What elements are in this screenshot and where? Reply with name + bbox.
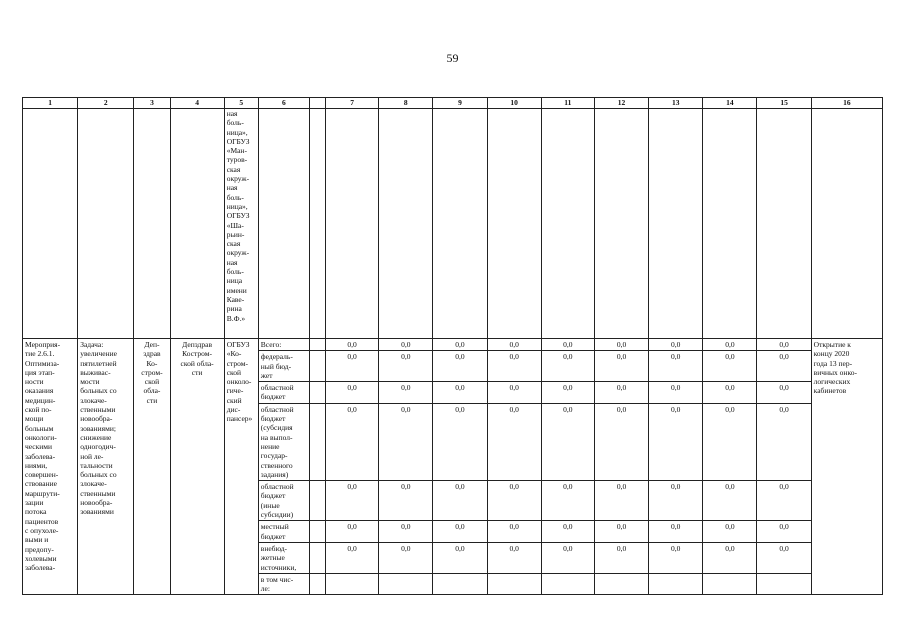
measure-task: Задача: увеличение пятилетней выживас- мости больных со злокаче- ственными новообра- зованиями; снижение одногодич- ной ле- тальности больных со злокаче- ственными новообра- зованиями <box>78 339 134 595</box>
col-header: 1 <box>23 98 78 109</box>
value-cell: 0,0 <box>594 542 648 573</box>
value-cell: 0,0 <box>326 521 379 543</box>
value-cell: 0,0 <box>594 351 648 382</box>
cell <box>309 351 325 382</box>
value-cell: 0,0 <box>433 382 487 404</box>
funding-source-label: областной бюджет (иные субсидии) <box>258 481 309 521</box>
value-cell: 0,0 <box>326 339 379 351</box>
cell <box>649 573 703 595</box>
budget-table <box>22 97 883 595</box>
cell <box>309 382 325 404</box>
funding-source-label: Всего: <box>258 339 309 351</box>
col-header: 13 <box>649 98 703 109</box>
col-header: 10 <box>487 98 541 109</box>
header-row <box>23 98 883 109</box>
cell <box>703 573 757 595</box>
expected-result: Открытие к концу 2020 года 13 пер- вичных онко- логических кабинетов <box>811 339 882 595</box>
value-cell: 0,0 <box>703 542 757 573</box>
value-cell: 0,0 <box>757 481 811 521</box>
value-cell: 0,0 <box>649 403 703 480</box>
funding-source-label: федераль- ный бюд- жет <box>258 351 309 382</box>
value-cell: 0,0 <box>649 339 703 351</box>
col-header: 14 <box>703 98 757 109</box>
col-header: 8 <box>379 98 433 109</box>
measure-executor: ОГБУЗ «Ко- стром- ской онколо- гиче- ский дис- пансер» <box>224 339 258 595</box>
value-cell: 0,0 <box>757 542 811 573</box>
value-cell: 0,0 <box>703 351 757 382</box>
funding-source-label: местный бюджет <box>258 521 309 543</box>
value-cell: 0,0 <box>487 403 541 480</box>
value-cell: 0,0 <box>649 382 703 404</box>
value-cell: 0,0 <box>326 403 379 480</box>
value-cell: 0,0 <box>757 339 811 351</box>
cell <box>309 521 325 543</box>
value-cell: 0,0 <box>487 382 541 404</box>
funding-source-label: внебюд- жетные источники, <box>258 542 309 573</box>
cell <box>487 573 541 595</box>
value-cell: 0,0 <box>649 521 703 543</box>
continuation-executors: ная боль- ница», ОГБУЗ «Ман- туров- ская окруж- ная боль- ница», ОГБУЗ «Ша- рьин- ская окруж- ная боль- ница имени Каве- рина В.Ф.» <box>224 109 258 339</box>
cell <box>134 109 170 339</box>
value-cell: 0,0 <box>541 351 594 382</box>
col-header: 9 <box>433 98 487 109</box>
cell <box>309 481 325 521</box>
value-cell: 0,0 <box>487 542 541 573</box>
value-cell: 0,0 <box>326 351 379 382</box>
value-cell: 0,0 <box>433 351 487 382</box>
cell <box>78 109 134 339</box>
value-cell: 0,0 <box>594 403 648 480</box>
value-cell: 0,0 <box>649 351 703 382</box>
value-cell: 0,0 <box>594 521 648 543</box>
cell <box>757 109 811 339</box>
cell <box>757 573 811 595</box>
value-cell: 0,0 <box>487 351 541 382</box>
value-cell: 0,0 <box>379 521 433 543</box>
value-cell: 0,0 <box>379 481 433 521</box>
cell <box>379 573 433 595</box>
value-cell: 0,0 <box>757 521 811 543</box>
col-header: 3 <box>134 98 170 109</box>
value-cell: 0,0 <box>541 382 594 404</box>
cell <box>541 109 594 339</box>
value-cell: 0,0 <box>757 403 811 480</box>
value-cell: 0,0 <box>757 382 811 404</box>
col-header: 4 <box>170 98 224 109</box>
value-cell: 0,0 <box>757 351 811 382</box>
value-cell: 0,0 <box>594 382 648 404</box>
cell <box>487 109 541 339</box>
funding-source-label: областной бюджет <box>258 382 309 404</box>
value-cell: 0,0 <box>379 339 433 351</box>
value-cell: 0,0 <box>703 521 757 543</box>
value-cell: 0,0 <box>433 403 487 480</box>
value-cell: 0,0 <box>594 339 648 351</box>
cell <box>649 109 703 339</box>
value-cell: 0,0 <box>433 339 487 351</box>
value-cell: 0,0 <box>487 339 541 351</box>
col-header: 7 <box>326 98 379 109</box>
cell <box>309 573 325 595</box>
value-cell: 0,0 <box>703 339 757 351</box>
value-cell: 0,0 <box>326 542 379 573</box>
cell <box>23 109 78 339</box>
value-cell: 0,0 <box>433 542 487 573</box>
value-cell: 0,0 <box>379 382 433 404</box>
cell <box>703 109 757 339</box>
value-cell: 0,0 <box>703 382 757 404</box>
cell <box>594 109 648 339</box>
value-cell: 0,0 <box>594 481 648 521</box>
cell <box>258 109 309 339</box>
cell <box>433 573 487 595</box>
col-header: 15 <box>757 98 811 109</box>
cell <box>326 573 379 595</box>
col-header: 16 <box>811 98 882 109</box>
cell <box>594 573 648 595</box>
cell <box>309 542 325 573</box>
cell <box>170 109 224 339</box>
value-cell: 0,0 <box>433 521 487 543</box>
col-header: 12 <box>594 98 648 109</box>
funding-source-label: областной бюджет (субсидия на выпол- нение государ- ственного задания) <box>258 403 309 480</box>
cell <box>379 109 433 339</box>
col-header: 2 <box>78 98 134 109</box>
measure-responsible: Деп- здрав Ко- стром- ской обла- сти <box>134 339 170 595</box>
cell <box>433 109 487 339</box>
value-cell: 0,0 <box>326 382 379 404</box>
cell <box>326 109 379 339</box>
col-header: 6 <box>258 98 309 109</box>
page-number: 59 <box>446 51 459 65</box>
value-cell: 0,0 <box>379 351 433 382</box>
col-header <box>309 98 325 109</box>
value-cell: 0,0 <box>649 481 703 521</box>
col-header: 5 <box>224 98 258 109</box>
continuation-row <box>23 109 883 339</box>
value-cell: 0,0 <box>703 481 757 521</box>
value-cell: 0,0 <box>433 481 487 521</box>
funding-source-label: в том чис- ле: <box>258 573 309 595</box>
cell <box>541 573 594 595</box>
value-cell: 0,0 <box>379 403 433 480</box>
value-cell: 0,0 <box>649 542 703 573</box>
value-cell: 0,0 <box>487 521 541 543</box>
cell <box>309 109 325 339</box>
value-cell: 0,0 <box>379 542 433 573</box>
cell <box>309 339 325 351</box>
value-cell: 0,0 <box>541 403 594 480</box>
measure-title: Мероприя- тие 2.6.1. Оптимиза- ция этап- ности оказания медицин- ской по- мощи больным онкологи- ческими заболева- ниями, совершен- ствование маршрути- зации потока пациентов с опухоле- выми и предопу- холевыми заболева- <box>23 339 78 595</box>
value-cell: 0,0 <box>326 481 379 521</box>
cell <box>811 109 882 339</box>
value-cell: 0,0 <box>487 481 541 521</box>
measure-coordinator: Депздрав Костром- ской обла- сти <box>170 339 224 595</box>
cell <box>309 403 325 480</box>
table-row <box>23 339 883 351</box>
value-cell: 0,0 <box>703 403 757 480</box>
col-header: 11 <box>541 98 594 109</box>
value-cell: 0,0 <box>541 542 594 573</box>
value-cell: 0,0 <box>541 521 594 543</box>
value-cell: 0,0 <box>541 339 594 351</box>
value-cell: 0,0 <box>541 481 594 521</box>
